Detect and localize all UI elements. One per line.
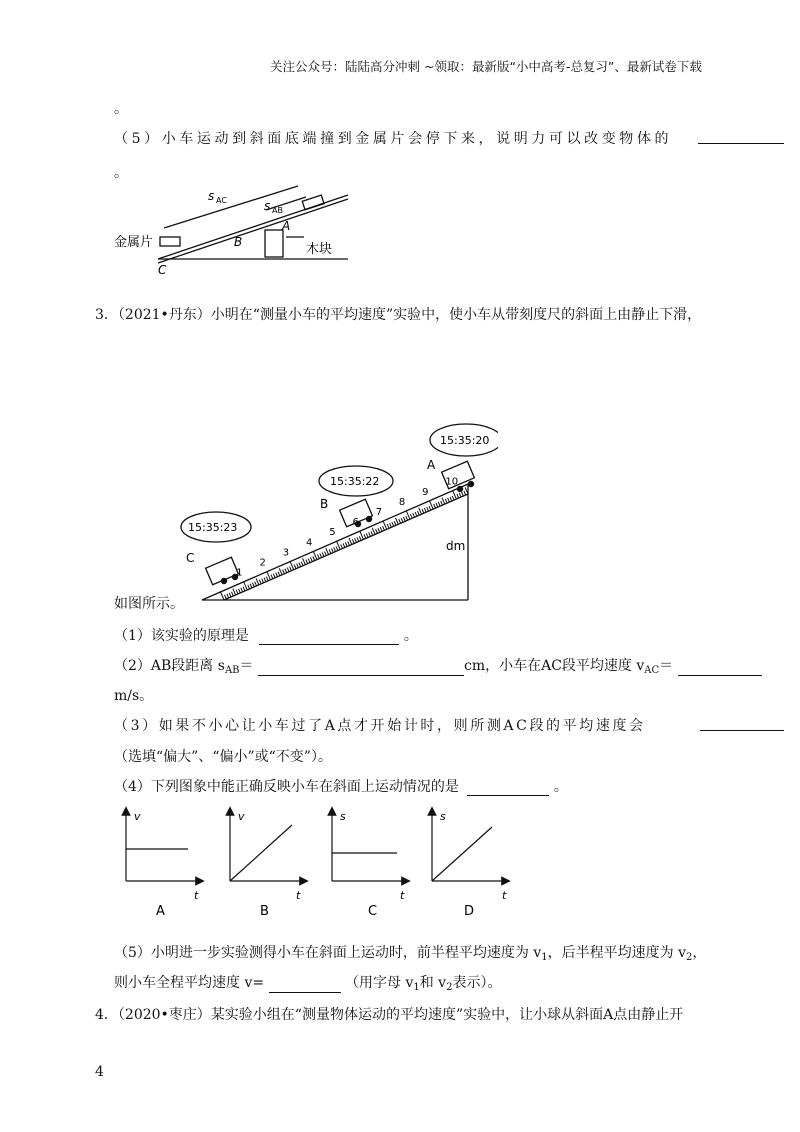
q3-item2-b: ＝ <box>239 658 254 674</box>
ruler-tick <box>352 539 354 543</box>
graph-a-y-axis: v <box>134 810 141 823</box>
ruler-label: 9 <box>422 486 429 498</box>
ruler-tick <box>464 491 466 495</box>
ruler-tick <box>252 583 254 587</box>
ruler-tick <box>410 514 412 518</box>
graph-b-x-axis: t <box>296 889 301 902</box>
ruler-tick <box>294 565 296 569</box>
q3-item3-a: （3）如果不小心让小车过了A点才开始计时，则所测AC段的平均速度会 <box>114 718 646 734</box>
point-a-label: A <box>282 219 291 233</box>
graph-a-letter: A <box>156 904 165 919</box>
point-c-label: C <box>158 263 167 276</box>
ruler-tick <box>322 552 324 556</box>
ruler-tick <box>311 558 313 562</box>
unit-dm: dm <box>446 539 466 553</box>
ruler-tick <box>390 523 392 527</box>
incline-figure-q3 <box>178 422 498 604</box>
ruler-tick <box>357 537 359 541</box>
ruler-tick <box>264 578 266 582</box>
ruler-label: 5 <box>329 527 336 539</box>
ruler-tick <box>345 542 347 546</box>
q3-item5-b: ，后半程平均速度为 v <box>547 945 686 961</box>
ruler-tick <box>436 503 438 507</box>
ruler-tick <box>238 589 240 593</box>
ruler-tick <box>442 498 445 504</box>
sac-label: s <box>208 189 215 203</box>
ruler-tick <box>225 595 227 599</box>
label-c: C <box>186 551 195 565</box>
ruler-tick <box>395 518 398 524</box>
ruler-tick <box>417 511 419 515</box>
ruler-tick <box>227 594 229 598</box>
wood-label: 木块 <box>306 242 333 257</box>
graph-c-letter: C <box>368 904 378 919</box>
ruler-tick <box>290 567 292 571</box>
q4-intro: 4．（2020•枣庄）某实验小组在“测量物体运动的平均速度”实验中，让小球从斜面A点由静止开 <box>95 1007 684 1023</box>
time-a: 15:35:20 <box>440 434 490 447</box>
ruler-tick <box>429 506 431 510</box>
ruler-tick <box>248 585 250 589</box>
label-a: A <box>427 458 436 472</box>
ruler-tick <box>279 568 282 574</box>
q3-item5-f: 和 v <box>419 975 447 991</box>
q3-item5-sub1b: 1 <box>413 982 420 993</box>
sac-sub: AC <box>216 196 227 205</box>
graph-c-y-axis: s <box>340 810 346 823</box>
ruler-tick <box>273 574 275 578</box>
ruler-tick <box>278 572 280 576</box>
q2-item5-answer-blank[interactable] <box>698 128 784 144</box>
ruler-tick <box>376 529 378 533</box>
ruler-tick <box>262 579 264 583</box>
ruler-tick <box>285 569 287 573</box>
q3-item1-blank[interactable] <box>259 629 399 645</box>
ruler-tick <box>394 521 396 525</box>
ruler-tick <box>355 538 357 542</box>
graphs-row <box>110 805 530 921</box>
ruler-tick <box>256 578 259 584</box>
car-at-bottom <box>160 237 180 246</box>
q3-item2-sub-ac: AC <box>644 665 660 676</box>
metal-label: 金属片 <box>114 235 154 250</box>
q3-fig-caption: 如图所示。 <box>114 596 184 612</box>
ruler-tick <box>241 588 243 592</box>
ruler-tick <box>287 568 289 572</box>
ruler-tick <box>369 532 371 536</box>
q3-item5-sub2: 2 <box>686 952 693 963</box>
ruler-tick <box>364 534 366 538</box>
q3-item2-d: ＝ <box>659 658 674 674</box>
q3-item5-c: ， <box>692 945 707 961</box>
q3-item4-end: 。 <box>553 779 568 795</box>
page-number: 4 <box>95 1064 104 1080</box>
ruler-tick <box>301 562 303 566</box>
ruler-tick <box>450 497 452 501</box>
ruler-tick <box>317 554 319 558</box>
ruler-tick <box>457 494 459 498</box>
ruler-tick <box>303 558 306 564</box>
ruler-tick <box>422 509 424 513</box>
ruler-tick <box>250 584 252 588</box>
ruler-tick <box>324 551 326 555</box>
prev-line-period: 。 <box>114 101 128 117</box>
ruler-tick <box>452 496 454 500</box>
graph-b-line <box>230 825 292 881</box>
ruler-label: 6 <box>352 517 359 529</box>
ruler-tick <box>334 547 336 551</box>
q3-item2-vac-blank[interactable] <box>678 660 762 676</box>
ruler-tick <box>336 546 338 550</box>
point-b-label: B <box>234 235 243 249</box>
graph-d-letter: D <box>464 904 475 919</box>
ruler-tick <box>378 528 380 532</box>
q3-item2-sub-ab: AB <box>224 665 240 676</box>
ruler-tick <box>434 504 436 508</box>
ruler-tick <box>366 533 368 537</box>
ruler-tick <box>424 508 426 512</box>
ruler-tick <box>372 528 375 534</box>
ruler-tick <box>438 502 440 506</box>
q3-item5-e: （用字母 v <box>345 975 414 991</box>
incline-surface <box>202 484 468 600</box>
ruler-tick <box>331 548 333 552</box>
graph-d-line <box>432 827 492 881</box>
ruler-tick <box>266 577 268 581</box>
q3-intro: 3．（2021•丹东）小明在“测量小车的平均速度”实验中，使小车从带刻度尺的斜面上由静止下滑， <box>95 307 702 323</box>
q3-item2-sab-blank[interactable] <box>258 660 464 676</box>
ruler-tick <box>427 507 429 511</box>
ruler-tick <box>233 589 236 595</box>
q3-item4-blank[interactable] <box>467 780 549 796</box>
ruler-label: 1 <box>236 567 243 579</box>
ruler-tick <box>229 593 231 597</box>
graph-d-x-axis: t <box>502 889 507 902</box>
ruler-tick <box>441 501 443 505</box>
ruler-tick <box>419 508 422 514</box>
ruler-tick <box>236 590 238 594</box>
q3-item3-b: （选填“偏大”、“偏小”或“不变”）。 <box>114 749 332 765</box>
q2-item5-text: （5）小车运动到斜面底端撞到金属片会停下来，说明力可以改变物体的 <box>114 131 673 147</box>
ruler-tick <box>306 560 308 564</box>
incline-figure-q2 <box>108 182 358 276</box>
ruler-label: 10 <box>445 476 459 488</box>
wood-block <box>265 230 283 257</box>
sab-label: s <box>264 199 271 213</box>
ruler-tick <box>380 527 382 531</box>
ruler-tick <box>383 526 385 530</box>
ruler-label: 2 <box>259 557 266 569</box>
graph-d-y-axis: s <box>440 810 446 823</box>
q3-item2-a: （2）AB段距离 s <box>114 658 225 674</box>
ruler-tick <box>329 549 331 553</box>
ruler-tick <box>459 493 461 497</box>
ruler-tick <box>403 517 405 521</box>
q3-item1-end: 。 <box>403 628 418 644</box>
ruler-tick <box>297 564 299 568</box>
q3-item2-unit: m/s。 <box>114 688 154 704</box>
ruler-tick <box>462 492 464 496</box>
ruler-tick <box>243 587 245 591</box>
ruler-label: 4 <box>305 537 313 549</box>
label-b: B <box>320 497 329 511</box>
ruler-tick <box>348 541 350 545</box>
ruler-tick <box>415 512 417 516</box>
ruler-tick <box>341 544 343 548</box>
ruler-tick <box>313 557 315 561</box>
q3-item5-a: （5）小明进一步实验测得小车在斜面上运动时，前半程平均速度为 v <box>114 945 542 961</box>
q3-item5-g: 表示）。 <box>452 975 502 991</box>
ruler-label: 8 <box>398 496 406 508</box>
q3-item5-sub1: 1 <box>541 952 548 963</box>
q3-item2-c: cm，小车在AC段平均速度 v <box>463 658 645 674</box>
graph-b-letter: B <box>260 904 269 919</box>
time-b: 15:35:22 <box>330 475 380 488</box>
q2-item5-period: 。 <box>114 165 128 181</box>
ruler-tick <box>392 522 394 526</box>
ruler-tick <box>271 575 273 579</box>
ruler-tick <box>371 531 373 535</box>
ruler-tick <box>232 592 234 596</box>
ruler-tick <box>308 559 310 563</box>
time-c: 15:35:23 <box>188 521 238 534</box>
ruler-tick <box>320 553 322 557</box>
page-header: 关注公众号：陆陆高分冲刺 ~领取：最新版“小中高考-总复习”、最新试卷下载 <box>270 59 702 74</box>
ruler-tick <box>387 524 389 528</box>
q3-item5-sub2b: 2 <box>446 982 453 993</box>
ruler-tick <box>283 570 285 574</box>
ruler-tick <box>343 543 345 547</box>
ruler-tick <box>413 513 415 517</box>
ruler-tick <box>259 580 261 584</box>
ruler-tick <box>299 563 301 567</box>
ruler-tick <box>255 582 257 586</box>
q3-item5-blank[interactable] <box>269 977 341 993</box>
ruler-tick <box>326 548 329 554</box>
ruler-tick <box>359 536 361 540</box>
q3-item3-blank[interactable] <box>700 715 784 731</box>
ruler-tick <box>448 498 450 502</box>
q3-item4: （4）下列图象中能正确反映小车在斜面上运动情况的是 <box>114 779 459 795</box>
ruler-tick <box>349 538 352 544</box>
ruler-tick <box>445 499 447 503</box>
graph-a-x-axis: t <box>194 889 199 902</box>
ruler-tick <box>276 573 278 577</box>
ruler-label: 7 <box>375 506 383 518</box>
q3-item1: （1）该实验的原理是 <box>114 628 249 644</box>
ruler-tick <box>399 519 401 523</box>
graph-c-x-axis: t <box>400 889 405 902</box>
ruler-tick <box>220 592 224 600</box>
q3-item5-d: 则小车全程平均速度 v= <box>114 975 265 991</box>
sab-sub: AB <box>272 206 283 215</box>
ruler-tick <box>406 516 408 520</box>
ruler-label: 3 <box>282 547 290 559</box>
ruler-tick <box>401 518 403 522</box>
graph-b-y-axis: v <box>238 810 245 823</box>
